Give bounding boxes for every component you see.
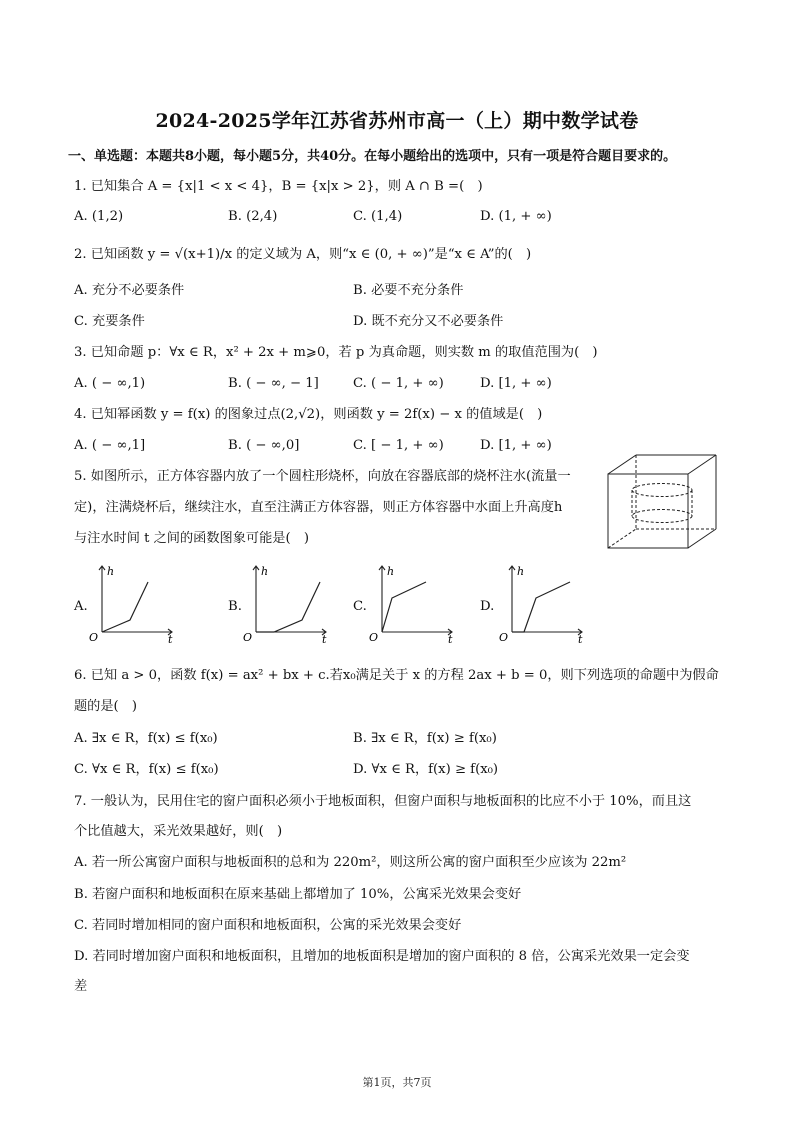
page-title: 2024-2025学年江苏省苏州市高一（上）期中数学试卷 xyxy=(155,110,639,132)
graph-c-origin: O xyxy=(369,631,379,644)
question-1-option-d: D. (1, + ∞) xyxy=(480,209,552,224)
question-2-option-b: B. 必要不充分条件 xyxy=(353,283,464,298)
question-7-option-b: B. 若窗户面积和地板面积在原来基础上都增加了 10%，公寓采光效果会变好 xyxy=(74,887,522,902)
question-1-option-a: A. (1,2) xyxy=(74,209,124,224)
graph-a xyxy=(86,562,180,644)
question-7-line-2: 个比值越大，采光效果越好，则( ) xyxy=(74,824,283,839)
graph-d-y-label: h xyxy=(517,565,525,578)
question-5-line-3: 与注水时间 t 之间的函数图象可能是( ) xyxy=(74,531,309,546)
question-4-option-b: B. ( − ∞,0] xyxy=(228,438,300,453)
question-2-option-a: A. 充分不必要条件 xyxy=(74,283,185,298)
question-5-option-b: B. xyxy=(228,599,242,614)
graph-a-origin: O xyxy=(89,631,99,644)
question-4-stem: 4. 已知幂函数 y = f(x) 的图象过点(2,√2)，则函数 y = 2f(x) − x 的值域是( ) xyxy=(74,407,543,422)
question-7-option-a: A. 若一所公寓窗户面积与地板面积的总和为 220m²，则这所公寓的窗户面积至少应该为 22m² xyxy=(74,855,627,870)
question-6-line-2: 题的是( ) xyxy=(74,699,138,714)
page-footer: 第1页，共7页 xyxy=(362,1076,432,1089)
question-3-option-b: B. ( − ∞, − 1] xyxy=(228,376,319,391)
question-4-option-a: A. ( − ∞,1] xyxy=(74,438,146,453)
graph-b-x-label: t xyxy=(322,633,327,644)
question-2-option-d: D. 既不充分又不必要条件 xyxy=(353,314,504,329)
question-6-option-d: D. ∀x ∈ R，f(x) ≥ f(x₀) xyxy=(353,762,499,777)
question-5-line-2: 定)，注满烧杯后，继续注水，直至注满正方体容器，则正方体容器中水面上升高度h xyxy=(74,500,563,515)
question-5-line-1: 5. 如图所示，正方体容器内放了一个圆柱形烧杯，向放在容器底部的烧杯注水(流量一 xyxy=(74,469,571,484)
question-7-option-c: C. 若同时增加相同的窗户面积和地板面积，公寓的采光效果会变好 xyxy=(74,918,462,933)
question-3-option-d: D. [1, + ∞) xyxy=(480,376,552,391)
question-2-option-c: C. 充要条件 xyxy=(74,314,145,329)
question-6-option-c: C. ∀x ∈ R，f(x) ≤ f(x₀) xyxy=(74,762,219,777)
graph-c-y-label: h xyxy=(387,565,395,578)
question-4-option-d: D. [1, + ∞) xyxy=(480,438,552,453)
question-1-stem: 1. 已知集合 A = {x|1 < x < 4}，B = {x|x > 2}，则 A ∩ B =( ) xyxy=(74,179,483,194)
question-5-option-d: D. xyxy=(480,599,495,614)
question-7-line-1: 7. 一般认为，民用住宅的窗户面积必须小于地板面积，但窗户面积与地板面积的比应不小于 10%，而且这 xyxy=(74,794,692,809)
graph-b-y-label: h xyxy=(261,565,269,578)
question-5-option-c: C. xyxy=(353,599,367,614)
question-1-option-c: C. (1,4) xyxy=(353,209,403,224)
graph-c-x-label: t xyxy=(448,633,453,644)
graph-b xyxy=(240,562,334,644)
question-3-option-a: A. ( − ∞,1) xyxy=(74,376,146,391)
question-6-line-1: 6. 已知 a > 0，函数 f(x) = ax² + bx + c.若x₀满足关于 x 的方程 2ax + b = 0，则下列选项的命题中为假命 xyxy=(74,668,719,683)
graph-a-y-label: h xyxy=(107,565,115,578)
question-7-option-d-continued: 差 xyxy=(74,979,88,994)
section-heading: 一、单选题：本题共8小题，每小题5分，共40分。在每小题给出的选项中，只有一项是符合题目要求的。 xyxy=(68,149,677,164)
question-2-stem: 2. 已知函数 y = √(x+1)/x 的定义域为 A，则“x ∈ (0, + ∞)”是“x ∈ A”的( ) xyxy=(74,247,532,262)
graph-a-x-label: t xyxy=(168,633,173,644)
question-3-option-c: C. ( − 1, + ∞) xyxy=(353,376,444,391)
graph-d xyxy=(496,562,590,644)
graph-d-origin: O xyxy=(499,631,509,644)
graph-b-origin: O xyxy=(243,631,253,644)
question-7-option-d: D. 若同时增加窗户面积和地板面积，且增加的地板面积是增加的窗户面积的 8 倍，公寓采光效果一定会变 xyxy=(74,949,690,964)
question-6-option-b: B. ∃x ∈ R，f(x) ≥ f(x₀) xyxy=(353,731,497,746)
question-6-option-a: A. ∃x ∈ R，f(x) ≤ f(x₀) xyxy=(74,731,218,746)
graph-c xyxy=(366,562,460,644)
question-5-option-a: A. xyxy=(74,599,88,614)
question-3-stem: 3. 已知命题 p：∀x ∈ R，x² + 2x + m⩾0，若 p 为真命题，则实数 m 的取值范围为( ) xyxy=(74,345,598,360)
graph-d-x-label: t xyxy=(578,633,583,644)
cube-cylinder-figure xyxy=(606,452,722,552)
question-4-option-c: C. [ − 1, + ∞) xyxy=(353,438,444,453)
question-1-option-b: B. (2,4) xyxy=(228,209,278,224)
